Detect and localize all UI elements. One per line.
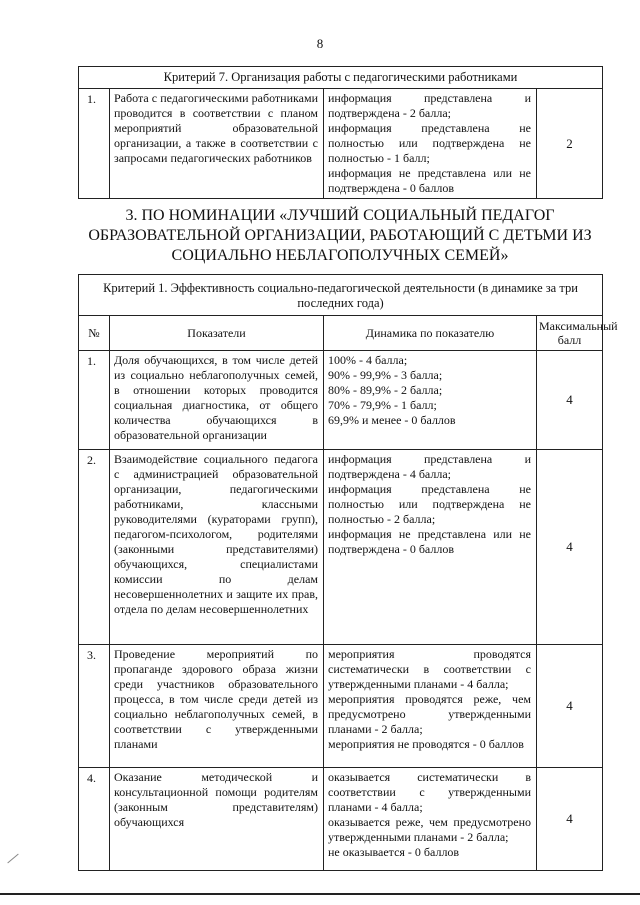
criterion-title: Критерий 7. Организация работы с педагогическими работниками [79, 67, 603, 89]
score-cell: 4 [537, 768, 603, 871]
dynamics-item: информация представлена и подтверждена - 2 балла; [328, 91, 531, 120]
criterion-header-row [79, 67, 603, 89]
score-cell: 4 [537, 645, 603, 768]
dynamics-cell [324, 351, 537, 450]
page-bottom-rule [0, 893, 640, 895]
dynamics-cell [324, 768, 537, 871]
row-number: 3. [79, 645, 110, 768]
indicator-cell: Работа с педагогическими работниками проводится в соответствии с планом мероприятий образовательной организации, а также в соответствии с запросами педагогических работников [110, 89, 324, 199]
section-title: 3. ПО НОМИНАЦИИ «ЛУЧШИЙ СОЦИАЛЬНЫЙ ПЕДАГОГ ОБРАЗОВАТЕЛЬНОЙ ОРГАНИЗАЦИИ, РАБОТАЮЩИЙ С ДЕТЬМИ ИЗ СОЦИАЛЬНО НЕБЛАГОПОЛУЧНЫХ СЕМЕЙ» [88, 207, 592, 264]
page-number: 8 [316, 36, 324, 51]
score-cell: 2 [537, 89, 603, 199]
dynamics-item: мероприятия проводятся систематически в соответствии с утвержденными планами - 4 балла; [328, 647, 531, 691]
column-header-row [79, 316, 603, 351]
dynamics-cell [324, 450, 537, 645]
dynamics-item: информация представлена и подтверждена - 4 балла; [328, 452, 531, 481]
column-header-max-score: Максимальный балл [537, 316, 603, 351]
row-number: 4. [79, 768, 110, 871]
row-number: 1. [79, 89, 110, 199]
table-row [79, 768, 603, 871]
dynamics-cell [324, 645, 537, 768]
score-cell: 4 [537, 351, 603, 450]
dynamics-item: мероприятия проводятся реже, чем предусмотрено утвержденными планами - 2 балла; [328, 692, 531, 736]
criterion-title: Критерий 1. Эффективность социально-педагогической деятельности (в динамике за три последних года) [79, 275, 603, 316]
table-row [79, 89, 603, 199]
dynamics-item: 70% - 79,9% - 1 балл; [328, 398, 437, 412]
dynamics-item: 69,9% и менее - 0 баллов [328, 413, 456, 427]
table-row [79, 645, 603, 768]
indicator-cell: Проведение мероприятий по пропаганде здорового образа жизни среди участников образовательного процесса, в том числе среди детей из социально неблагополучных семей, в соответствии с утвержденными планами [110, 645, 324, 768]
indicator-cell: Оказание методической и консультационной помощи родителям (законным представителям) обучающихся [110, 768, 324, 871]
table-row [79, 450, 603, 645]
dynamics-item: 90% - 99,9% - 3 балла; [328, 368, 443, 382]
dynamics-item: 80% - 89,9% - 2 балла; [328, 383, 443, 397]
column-header-num: № [79, 316, 110, 351]
dynamics-item: информация не представлена или не подтверждена - 0 баллов [328, 166, 531, 195]
criterion-1-table [78, 274, 618, 871]
row-number: 2. [79, 450, 110, 645]
column-header-indicator: Показатели [110, 316, 324, 351]
dynamics-item: оказывается систематически в соответствии с утвержденными планами - 4 балла; [328, 770, 531, 814]
score-cell: 4 [537, 450, 603, 645]
criterion-7-table [78, 66, 603, 199]
row-number: 1. [79, 351, 110, 450]
dynamics-item: информация представлена не полностью или подтверждена не полностью - 1 балл; [328, 121, 531, 165]
criterion-header-row [79, 275, 603, 316]
dynamics-cell [324, 89, 537, 199]
dynamics-item: мероприятия не проводятся - 0 баллов [328, 737, 524, 751]
dynamics-item: информация представлена не полностью или подтверждена не полностью - 2 балла; [328, 482, 531, 526]
dynamics-item: не оказывается - 0 баллов [328, 845, 460, 859]
scan-mark [7, 854, 18, 864]
indicator-cell: Взаимодействие социального педагога с администрацией образовательной организации, педагогическими работниками, классными руководителями (кураторами групп), педагогом-психологом, родителями (законными представителями) обучающихся, специалистами комиссии по делам несовершеннолетних и защите их прав, отдела по делам несовершеннолетних [110, 450, 324, 645]
dynamics-item: информация не представлена или не подтверждена - 0 баллов [328, 527, 531, 556]
indicator-cell: Доля обучающихся, в том числе детей из социально неблагополучных семей, в отношении которых проводится социальная диагностика, от общего количества обучающихся в образовательной организации [110, 351, 324, 450]
dynamics-item: оказывается реже, чем предусмотрено утвержденными планами - 2 балла; [328, 815, 531, 844]
table-row [79, 351, 603, 450]
dynamics-item: 100% - 4 балла; [328, 353, 408, 367]
column-header-dynamics: Динамика по показателю [324, 316, 537, 351]
